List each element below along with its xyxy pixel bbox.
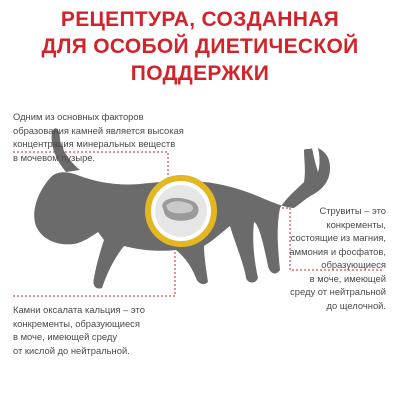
note-line: аммония и фосфатов,: [289, 245, 386, 257]
note-line: конкременты,: [326, 218, 386, 230]
note-calcium-oxalate: [13, 303, 145, 357]
note-line: конкременты, образующиеся: [13, 317, 140, 329]
note-line: от кислой до нейтральной.: [13, 344, 130, 356]
title-line-3: ПОДДЕРЖКИ: [130, 62, 270, 85]
bladder-cross-section-icon: [148, 178, 214, 244]
note-line: образования камней является высокая: [13, 124, 184, 136]
note-line: в моче, имеющей среду: [13, 331, 118, 342]
note-struvite: [289, 204, 386, 312]
title-line-2: ДЛЯ ОСОБОЙ ДИЕТИЧЕСКОЙ: [41, 35, 359, 58]
note-line: в мочевом пузыре.: [13, 151, 96, 163]
note-line: состоящие из магния,: [290, 232, 386, 243]
note-line: Струвиты – это: [319, 205, 386, 216]
note-line: Одним из основных факторов: [13, 111, 144, 122]
note-line: Камни оксалата кальция – это: [13, 304, 145, 315]
title-line-1: РЕЦЕПТУРА, СОЗДАННАЯ: [60, 8, 340, 31]
note-line: в моче, имеющей: [309, 272, 386, 284]
note-line: среду от нейтральной: [290, 286, 386, 297]
note-line: до щелочной.: [326, 299, 386, 311]
note-line: концентрация минеральных веществ: [13, 138, 176, 149]
note-line: образующиеся: [321, 259, 386, 270]
note-mineral-concentration: [13, 110, 184, 164]
